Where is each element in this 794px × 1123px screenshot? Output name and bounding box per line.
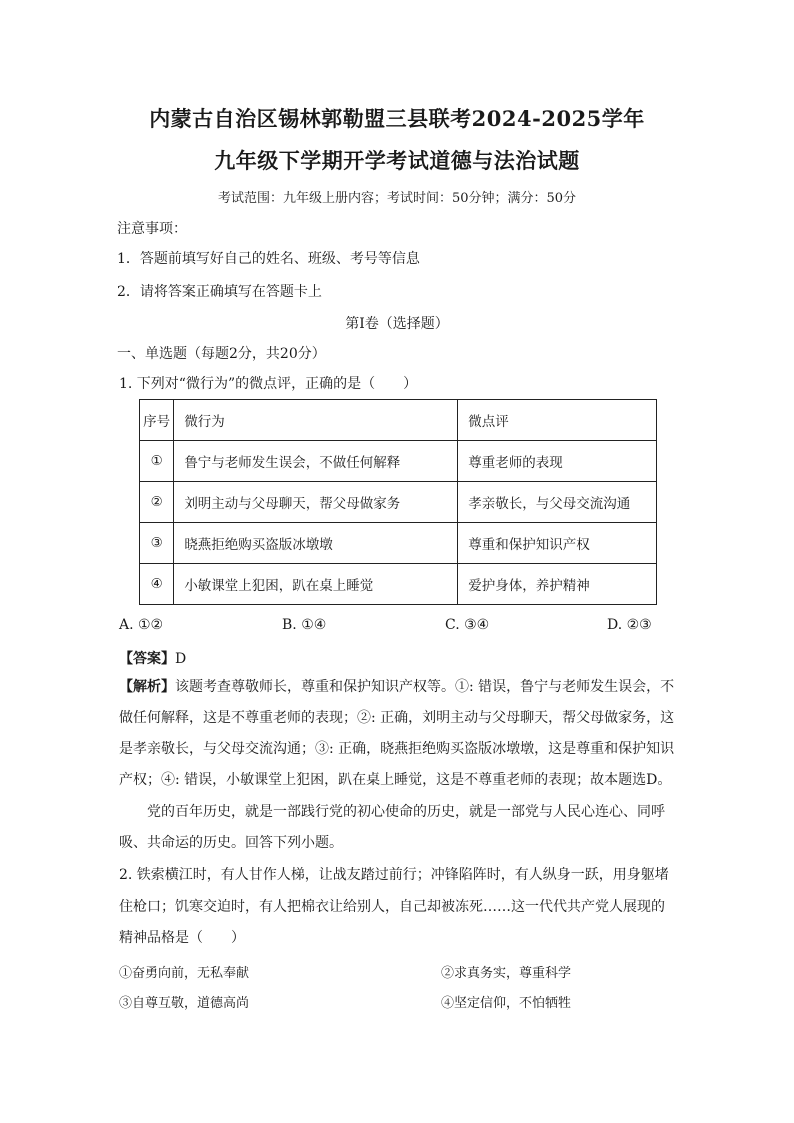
question-2-stem-line: 精神品格是（ ） <box>119 930 245 946</box>
table-cell: 晓燕拒绝购买盗版冰墩墩 <box>174 523 458 564</box>
answer-value: D <box>175 651 187 667</box>
table-header-row <box>140 400 657 441</box>
question-2-choice: ②求真务实，尊重科学 <box>441 966 572 981</box>
option-c: C. ③④ <box>445 617 490 633</box>
notes-item: 1．答题前填写好自己的姓名、班级、考号等信息 <box>117 251 420 267</box>
notes-item: 2．请将答案正确填写在答题卡上 <box>117 284 322 300</box>
table-header-cell: 序号 <box>140 400 174 441</box>
table-row <box>140 482 657 523</box>
passage-line: 吸、共命运的历史。回答下列小题。 <box>119 835 343 851</box>
question-1-stem: 1. 下列对“微行为”的微点评，正确的是（ ） <box>119 376 418 392</box>
question-2-choice: ④坚定信仰，不怕牺牲 <box>441 996 572 1011</box>
answer-label: 【答案】 <box>119 651 175 667</box>
option-d: D. ②③ <box>607 617 652 633</box>
table-row <box>140 441 657 482</box>
question-2-choice: ①奋勇向前，无私奉献 <box>119 966 250 981</box>
table-header-cell: 微行为 <box>174 400 458 441</box>
question-2-stem-line: 2. 铁索横江时，有人甘作人梯，让战友踏过前行；冲锋陷阵时，有人纵身一跃，用身躯堵 <box>119 867 669 883</box>
table-row <box>140 523 657 564</box>
option-a: A. ①② <box>119 617 164 633</box>
answer-line <box>119 648 186 668</box>
table-row <box>140 564 657 605</box>
table-cell: 小敏课堂上犯困，趴在桌上睡觉 <box>174 564 458 605</box>
exam-title-line2: 九年级下学期开学考试道德与法治试题 <box>214 148 580 173</box>
analysis-line <box>119 673 674 701</box>
table-cell: 尊重老师的表现 <box>458 441 657 482</box>
exam-title-line1: 内蒙古自治区锡林郭勒盟三县联考2024-2025学年 <box>149 106 645 131</box>
table-cell: ① <box>140 441 174 482</box>
passage-line: 党的百年历史，就是一部践行党的初心使命的历史，就是一部党与人民心连心、同呼 <box>147 804 665 820</box>
table-cell: ③ <box>140 523 174 564</box>
analysis-line: 是孝亲敬长，与父母交流沟通；③: 正确，晓燕拒绝购买盗版冰墩墩，这是尊重和保护知识 <box>119 741 675 757</box>
question-2-choice: ③自尊互敬，道德高尚 <box>119 996 250 1011</box>
table-cell: ② <box>140 482 174 523</box>
table-header-cell: 微点评 <box>458 400 657 441</box>
table-cell: 孝亲敬长，与父母交流沟通 <box>458 482 657 523</box>
analysis-text: 该题考查尊敬师长，尊重和保护知识产权等。①: 错误，鲁宁与老师发生误会，不 <box>175 679 675 695</box>
exam-info: 考试范围：九年级上册内容；考试时间：50分钟；满分：50分 <box>217 191 577 206</box>
question-1-table <box>139 399 657 605</box>
analysis-line: 做任何解释，这是不尊重老师的表现；②: 正确，刘明主动与父母聊天，帮父母做家务，这 <box>119 710 675 726</box>
table-cell: 刘明主动与父母聊天，帮父母做家务 <box>174 482 458 523</box>
table-cell: 尊重和保护知识产权 <box>458 523 657 564</box>
analysis-label: 【解析】 <box>119 679 175 695</box>
table-cell: ④ <box>140 564 174 605</box>
table-cell: 鲁宁与老师发生误会，不做任何解释 <box>174 441 458 482</box>
analysis-line: 产权；④: 错误，小敏课堂上犯困，趴在桌上睡觉，这是不尊重老师的表现；故本题选D。 <box>119 772 672 788</box>
notes-heading: 注意事项： <box>117 221 187 237</box>
table-cell: 爱护身体，养护精神 <box>458 564 657 605</box>
option-b: B. ①④ <box>282 617 327 633</box>
part-heading: 一、单选题（每题2分，共20分） <box>117 346 326 362</box>
question-2-stem-line: 住枪口；饥寒交迫时，有人把棉衣让给别人，自己却被冻死……这一代代共产党人展现的 <box>119 899 665 915</box>
volume-heading: 第I卷（选择题） <box>345 316 449 332</box>
